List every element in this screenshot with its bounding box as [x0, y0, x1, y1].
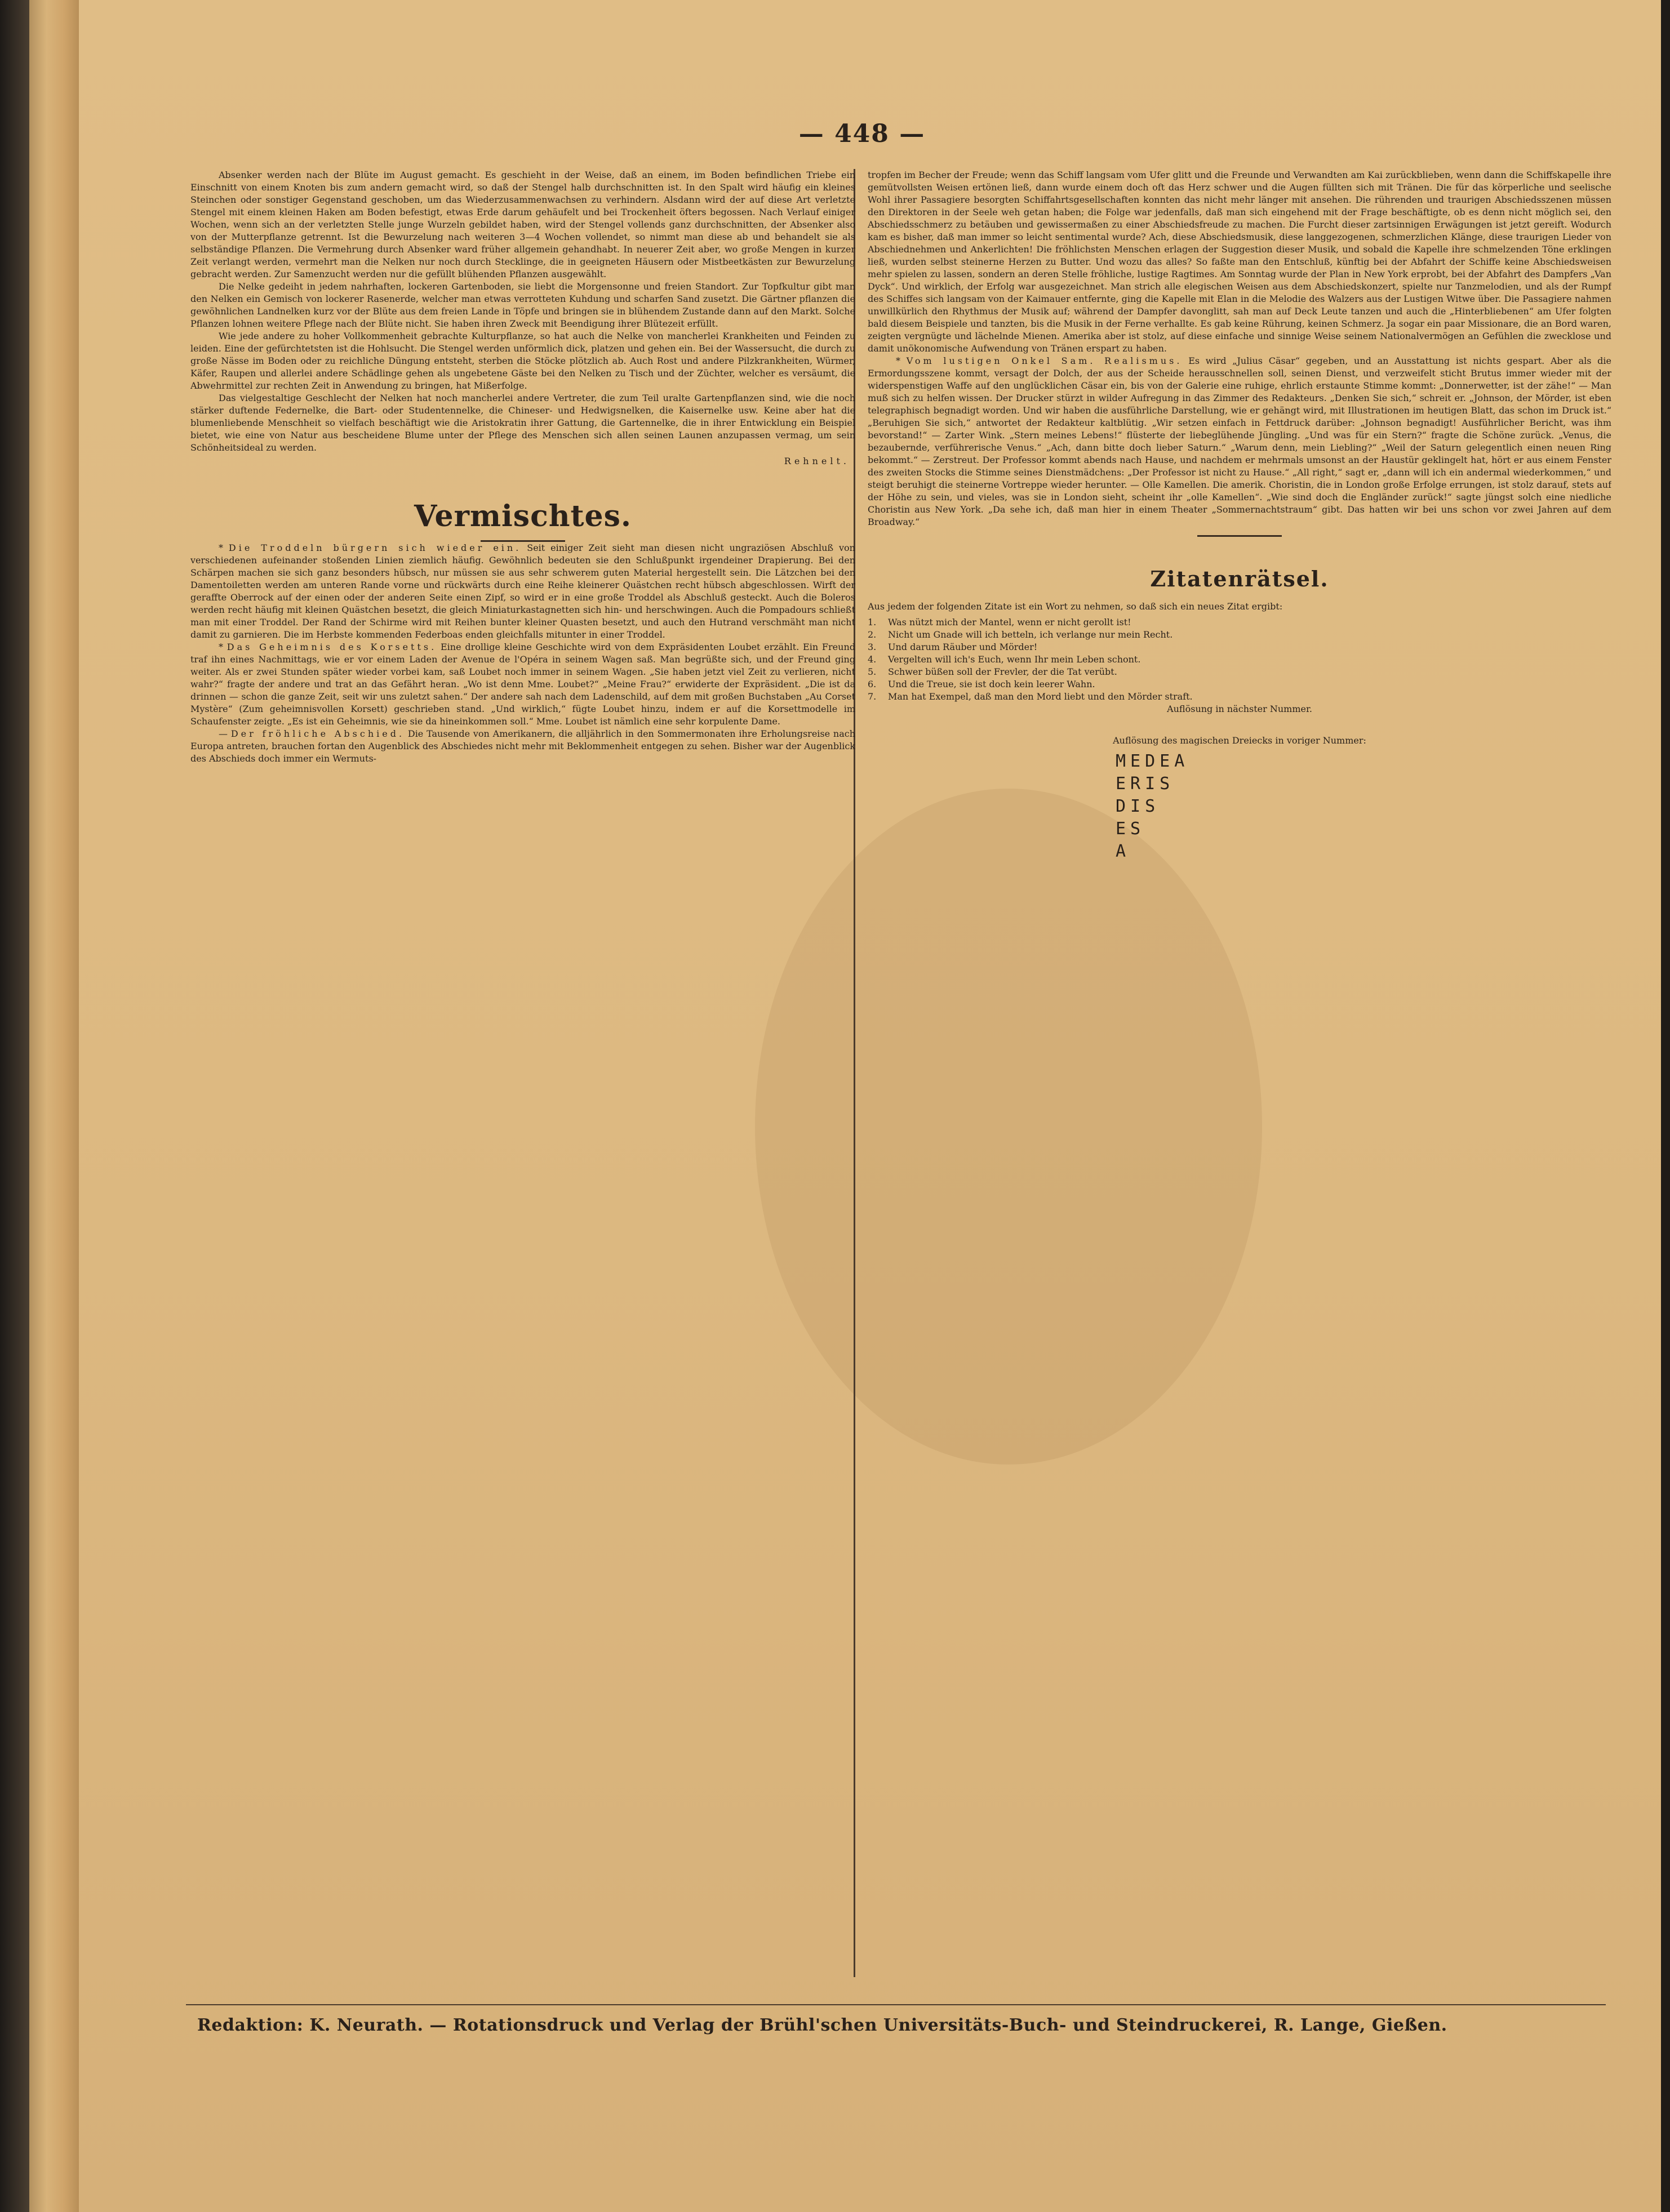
- footer-rule: [186, 2004, 1606, 2005]
- riddle-intro: Aus jedem der folgenden Zitate ist ein Wort zu nehmen, so daß sich ein neues Zitat ergibt:: [868, 601, 1283, 612]
- riddle-item: [868, 666, 1611, 678]
- item-text: Seit einiger Zeit sieht man diesen nicht ungraziösen Abschluß von verschiedenen aufeinander stoßenden Linien ziemlich häufig. Gewöhnlich bedeuten sie den Schlußpunkt irgendeiner Drapierung. Bei den Schärpen machen sie sich ganz besonders hübsch, nur müssen sie aus sehr schwerem guten Material hergestellt sein. Die Lätzchen bei den Damentoiletten werden am unteren Rande vorne und rückwärts durch eine Reihe kleinerer Quästchen recht hübsch abgeschlossen. Wirft der geraffte Oberrock auf der einen oder der anderen Seite einen Zipf, so wird er in eine große Troddel als Abschluß gesteckt. Auch die Boleros werden recht häufig mit kleinen Quästchen besetzt, die gleich Miniaturkastagnetten sich hin- und herschwingen. Auch die Pompadours schließt man mit einer Troddel. Der Rand der Schirme wird mit Reihen bunter kleiner Quasten besetzt, und auch den Hutrand verschmäht man nicht damit zu garnieren. Die im Herbste kommenden Federboas enden gleichfalls mitunter in einer Troddel.: [190, 542, 855, 640]
- triangle-row: A: [1116, 842, 1131, 861]
- solution-title: Auflösung des magischen Dreiecks in voriger Nummer:: [1113, 735, 1366, 746]
- news-item: * Das Geheimnis des Korsetts. Eine drollige kleine Geschichte wird von dem Expräsidenten Loubet erzählt. Ein Freund traf ihn eines Nachmittags, wie er vor einem Laden der Avenue de l'Opéra in seinem Wagen saß. Man begrüßte sich, und der Freund ging weiter. Als er zwei Stunden später wieder vorbei kam, saß Loubet noch immer in seinem Wagen. „Sie haben jetzt viel Zeit zu verlieren, nicht wahr?“ fragte der andere und trat an das Gefährt heran. „Wo ist denn Mme. Loubet?“ „Meine Frau?“ erwiderte der Expräsident. „Die ist da drinnen — schon die ganze Zeit, seit wir uns zuletzt sahen.“ Der andere sah nach dem Ladenschild, auf dem mit großen Buchstaben „Au Corset Mystère“ (Zum geheimnisvollen Korsett) geschrieben stand. „Und wirklich,“ fügte Loubet hinzu, indem er auf die Korsettmodelle im Schaufenster zeigte. „Es ist ein Geheimnis, wie sie da hineinkommen soll.“ Mme. Loubet ist nämlich eine sehr korpulente Dame.: [190, 642, 856, 727]
- article-paragraph: Wie jede andere zu hoher Vollkommenheit gebrachte Kulturpflanze, so hat auch die Nelke von mancherlei Krankheiten und Feinden zu leiden. Eine der gefürchtetsten ist die Hohlsucht. Die Stengel werden unförmlich dick, platzen und gehen ein. Bei der Wassersucht, die durch zu große Nässe im Boden oder zu reichliche Düngung entsteht, sterben die Stöcke plötzlich ab. Auch Rost und andere Pilzkrankheiten, Würmer, Käfer, Raupen und allerlei andere Schädlinge gehen als ungebetene Gäste bei den Nelken zu Tisch und der Züchter, welcher es versäumt, die Abwehrmittel zur rechten Zeit in Anwendung zu bringen, hat Mißerfolge.: [190, 331, 855, 391]
- right-column-text: [868, 169, 1611, 2000]
- item-title: Das Geheimnis des Korsetts.: [226, 642, 437, 652]
- riddle-quote: Vergelten will ich's Euch, wenn Ihr mein Leben schont.: [888, 654, 1141, 665]
- item-text: Es wird „Julius Cäsar“ gegeben, und an Ausstattung ist nichts gespart. Aber als die Ermordungsszene kommt, versagt der Dolch, der aus der Scheide herausschnellen soll, seinen Dienst, und verzweifelt sticht Brutus immer wieder mit der widerspenstigen Waffe auf den unglücklichen Cäsar ein, bis von der Galerie eine ruhige, ehrlich erstaunte Stimme kommt: „Donnerwetter, ist der zähe!“ — Man muß sich zu helfen wissen. Der Drucker stürzt in wilder Aufregung in das Zimmer des Redakteurs. „Denken Sie sich,“ schreit er. „Johnson, der Mörder, ist eben telegraphisch begnadigt worden. Und wir haben die ausführliche Darstellung, wie er gehängt wird, mit Illustrationen im heutigen Blatt, das schon im Druck ist.“ „Beruhigen Sie sich,“ antwortet der Redakteur kaltblütig. „Wir setzen einfach in Fettdruck darüber: „Johnson begnadigt! Ausführlicher Bericht, was ihm bevorstand!“ — Zarter Wink. „Stern meines Lebens!“ flüsterte der liebeglühende Jüngling. „Und was für ein Stern?“ fragte die Schöne zurück. „Venus, die bezaubernde, verführerische Venus.“ „Ach, dann bitte doch lieber Saturn.“ „Warum denn, mein Liebling?“ „Weil der Saturn gelegentlich einen neuen Ring bekommt.“ — Zerstreut. Der Professor kommt abends nach Hause, und nachdem er mehrmals umsonst an der Haustür geklingelt hat, hört er aus einem Fenster des zweiten Stocks die Stimme seines Dienstmädchens: „Der Professor ist nicht zu Hause.“ „All right,“ sagt er, „dann will ich ein andermal wiederkommen,“ und steigt beruhigt die steinerne Vortreppe wieder herunter. — Olle Kamellen. Die amerik. Choristin, die in London große Erfolge errungen, ist stolz darauf, stets auf der Höhe zu sein, und vieles, was sie in London sieht, scheint ihr „olle Kamellen“. „Wie sind doch die Engländer zurück!“ sagte jüngst solch eine niedliche Choristin aus New York. „Da sehe ich, daß man hier in einem Theater „Sommernachtstraum“ gibt. Das hatten wir bei uns schon vor zwei Jahren auf dem Broadway.“: [868, 355, 1611, 527]
- triangle-row: ERIS: [1116, 774, 1175, 794]
- news-item: * Vom lustigen Onkel Sam. Realismus. Es wird „Julius Cäsar“ gegeben, und an Ausstattung ist nichts gespart. Aber als die Ermordungsszene kommt, versagt der Dolch, der aus der Scheide herausschnellen soll, seinen Dienst, und verzweifelt sticht Brutus immer wieder mit der widerspenstigen Waffe auf den unglücklichen Cäsar ein, bis von der Galerie eine ruhige, ehrlich erstaunte Stimme kommt: „Donnerwetter, ist der zähe!“ — Man muß sich zu helfen wissen. Der Drucker stürzt in wilder Aufregung in das Zimmer des Redakteurs. „Denken Sie sich,“ schreit er. „Johnson, der Mörder, ist eben telegraphisch begnadigt worden. Und wir haben die ausführliche Darstellung, wie er gehängt wird, mit Illustrationen im heutigen Blatt, das schon im Druck ist.“ „Beruhigen Sie sich,“ antwortet der Redakteur kaltblütig. „Wir setzen einfach in Fettdruck darüber: „Johnson begnadigt! Ausführlicher Bericht, was ihm bevorstand!“ — Zarter Wink. „Stern meines Lebens!“ flüsterte der liebeglühende Jüngling. „Und was für ein Stern?“ fragte die Schöne zurück. „Venus, die bezaubernde, verführerische Venus.“ „Ach, dann bitte doch lieber Saturn.“ „Warum denn, mein Liebling?“ „Weil der Saturn gelegentlich einen neuen Ring bekommt.“ — Zerstreut. Der Professor kommt abends nach Hause, und nachdem er mehrmals umsonst an der Haustür geklingelt hat, hört er aus einem Fenster des zweiten Stocks die Stimme seines Dienstmädchens: „Der Professor ist nicht zu Hause.“ „All right,“ sagt er, „dann will ich ein andermal wiederkommen,“ und steigt beruhigt die steinerne Vortreppe wieder herunter. — Olle Kamellen. Die amerik. Choristin, die in London große Erfolge errungen, ist stolz darauf, stets auf der Höhe zu sein, und vieles, was sie in London sieht, scheint ihr „olle Kamellen“. „Wie sind doch die Engländer zurück!“ sagte jüngst solch eine niedliche Choristin aus New York. „Da sehe ich, daß man hier in einem Theater „Sommernachtstraum“ gibt. Das hatten wir bei uns schon vor zwei Jahren auf dem Broadway.“: [868, 355, 1611, 527]
- right-column: [868, 169, 1611, 2000]
- magic-triangle: [1116, 750, 1611, 863]
- news-item: [190, 728, 855, 765]
- riddle-item: [868, 691, 1611, 703]
- riddle-note: Auflösung in nächster Nummer.: [1167, 704, 1312, 714]
- triangle-row: DIS: [1116, 796, 1160, 816]
- item-dash: —: [219, 728, 228, 739]
- riddle-item: [868, 616, 1611, 629]
- article-paragraph: Die Nelke gedeiht in jedem nahrhaften, lockeren Gartenboden, sie liebt die Morgensonne und freien Standort. Zur Topfkultur gibt man den Nelken ein Gemisch von lockerer Rasenerde, welcher man etwas verrotteten Kuhdung und scharfen Sand zusetzt. Die Gärtner pflanzen die gewöhnlichen Landnelken kurz vor der Blüte aus dem freien Lande in Töpfe und bringen sie in blühendem Zustande dann auf den Markt. Solche Pflanzen lohnen weitere Pflege nach der Blüte nicht. Sie haben ihren Zweck mit Beendigung ihrer Blütezeit erfüllt.: [190, 281, 855, 329]
- riddle-quote: Nicht um Gnade will ich betteln, ich verlange nur mein Recht.: [888, 629, 1173, 640]
- riddle-number: 3.: [868, 642, 877, 652]
- item-title: Der fröhliche Abschied.: [230, 728, 405, 739]
- article-paragraph: Absenker werden nach der Blüte im August gemacht. Es geschieht in der Weise, daß an einem, im Boden befindlichen Triebe ein Einschnitt von einem Knoten bis zum andern gemacht wird, so daß der Stengel halb durchschnitten ist. In den Spalt wird häufig ein kleines Steinchen oder sonstiger Gegenstand geschoben, um das Wiederzusammenwachsen zu verhindern. Alsdann wird der auf diese Art verletzte Stengel mit einem kleinen Haken am Boden befestigt, etwas Erde darum gehäufelt und bei Trockenheit öfters begossen. Nach Verlauf einiger Wochen, wenn sich an der verletzten Stelle junge Wurzeln gebildet haben, wird der Stengel vollends ganz durchschnitten, der Absenker also von der Mutterpflanze getrennt. Ist die Bewurzelung nach weiteren 3—4 Wochen vollendet, so nimmt man diese ab und behandelt sie als selbständige Pflanzen. Die Vermehrung durch Absenker ward früher allgemein gehandhabt. In neuerer Zeit aber, wo große Mengen in kurzer Zeit verlangt werden, vermehrt man die Nelken nur noch durch Stecklinge, die in geeigneten Häusern oder Mistbeetkästen zur Bewurzelung gebracht werden. Zur Samenzucht werden nur die gefüllt blühenden Pflanzen ausgewählt.: [190, 170, 855, 279]
- riddle-rule: [1197, 535, 1282, 537]
- riddle-heading: Zitatenrätsel.: [1150, 566, 1329, 591]
- article-paragraph: tropfen im Becher der Freude; wenn das Schiff langsam vom Ufer glitt und die Freunde und Verwandten am Kai zurückblieben, wenn dann die Schiffskapelle ihre gemütvollsten Weisen ertönen ließ, dann wurde einem doch oft das Herz schwer und die Augen füllten sich mit Tränen. Die für das körperliche und seelische Wohl ihrer Passagiere besorgten Schiffahrtsgesellschaften konnten das nicht mehr länger mit ansehen. Die rührenden und traurigen Abschiedsszenen müssen den Direktoren in der Seele weh getan haben; die Folge war jedenfalls, daß man sich eingehend mit der Frage beschäftigte, ob es denn nicht möglich sei, den Abschiedsschmerz zu betäuben und gewissermaßen zu einer Abschiedsfreude zu machen. Die Furcht dieser zartsinnigen Erwägungen ist jetzt gereift. Wodurch kam es bisher, daß man immer so leicht sentimental wurde? Ach, diese Abschiedsmusik, diese langgezogenen, schmerzlichen Klänge, diese traurigen Lieder von Abschiednehmen und Ankerlichten! Die fröhlichsten Menschen erlagen der Suggestion dieser Musik, und sobald die Kapelle ihre schmelzenden Töne erklingen ließ, wurden selbst steinerne Herzen zu Butter. Und wozu das alles? So faßte man den Entschluß, künftig bei der Abfahrt der Schiffe keine Abschiedsweisen mehr spielen zu lassen, sondern an deren Stelle fröhliche, lustige Ragtimes. Am Sonntag wurde der Plan in New York erprobt, bei der Abfahrt des Dampfers „Van Dyck“. Und wirklich, der Erfolg war ausgezeichnet. Man strich alle elegischen Weisen aus dem Abschiedskonzert, spielte nur Tanzmelodien, und als der Rumpf des Schiffes sich langsam von der Kaimauer entfernte, ging die Kapelle mit Elan in die Melodie des Walzers aus der Lustigen Witwe über. Die Passagiere nahmen unwillkürlich den Rhythmus der Musik auf; während der Dampfer davonglitt, sah man auf Deck Leute tanzen und auch die „Hinterbliebenen“ am Ufer folgten bald diesem Beispiele und tanzten, bis die Musik in der Ferne verhallte. Es gab keine Rührung, keinen Schmerz. Ja sogar ein paar Missionare, die an Bord waren, zeigten vergnügte und lächelnde Mienen. Amerika aber ist stolz, auf diese einfache und sinnige Weise seinem Nationalvermögen an Gefühlen die zwecklose und damit unökonomische Aufwendung von Tränen erspart zu haben.: [868, 170, 1611, 354]
- riddle-quote: Was nützt mich der Mantel, wenn er nicht gerollt ist!: [888, 617, 1131, 627]
- section-heading: Vermischtes.: [414, 499, 632, 533]
- riddle-number: 2.: [868, 629, 877, 640]
- riddle-number: 5.: [868, 666, 877, 677]
- triangle-row: MEDEA: [1116, 751, 1189, 771]
- author-signature: Rehnelt.: [784, 456, 850, 466]
- article-paragraph: Das vielgestaltige Geschlecht der Nelken hat noch mancherlei andere Vertreter, die zum Teil uralte Gartenpflanzen sind, wie die noch stärker duftende Federnelke, die Bart- oder Studentennelke, die Chineser- und Hedwigsnelken, die Kaisernelke usw. Keine aber hat die blumenliebende Menschheit so vielfach beschäftigt wie die Aristokratin ihrer Gattung, die Gartennelke, die in ihrer Entwicklung ein Beispiel bietet, wie eine von Natur aus bescheidene Blume unter der Pflege des Menschen sich allen seinen Launen anzupassen vermag, um sein Schönheitsideal zu werden.: [190, 393, 855, 453]
- left-column: [190, 169, 900, 2000]
- page-binding: [29, 0, 79, 2212]
- riddle-item: [868, 678, 1611, 691]
- riddle-quote: Man hat Exempel, daß man den Mord liebt und den Mörder straft.: [888, 691, 1193, 702]
- riddle-number: 1.: [868, 617, 877, 627]
- item-title: Die Troddeln bürgern sich wieder ein.: [228, 542, 522, 553]
- newspaper-page: [79, 0, 1661, 2212]
- riddle-number: 7.: [868, 691, 877, 702]
- riddle-number: 6.: [868, 679, 877, 689]
- item-title: Vom lustigen Onkel Sam. Realismus.: [906, 355, 1183, 366]
- riddle-item: [868, 641, 1611, 653]
- riddle-number: 4.: [868, 654, 877, 665]
- riddle-quote: Schwer büßen soll der Frevler, der die Tat verübt.: [888, 666, 1117, 677]
- riddle-item: [868, 629, 1611, 641]
- page-number: — 448 —: [798, 119, 926, 148]
- imprint-footer: Redaktion: K. Neurath. — Rotationsdruck und Verlag der Brühl'schen Universitäts-Buch- und Steindruckerei, R. Lange, Gießen.: [197, 2015, 1447, 2035]
- riddle-quote: Und die Treue, sie ist doch kein leerer Wahn.: [888, 679, 1095, 689]
- riddle-quote: Und darum Räuber und Mörder!: [888, 642, 1038, 652]
- item-text: Eine drollige kleine Geschichte wird von dem Expräsidenten Loubet erzählt. Ein Freund traf ihn eines Nachmittags, wie er vor einem Laden der Avenue de l'Opéra in seinem Wagen saß. Man begrüßte sich, und der Freund ging weiter. Als er zwei Stunden später wieder vorbei kam, saß Loubet noch immer in seinem Wagen. „Sie haben jetzt viel Zeit zu verlieren, nicht wahr?“ fragte der andere und trat an das Gefährt heran. „Wo ist denn Mme. Loubet?“ „Meine Frau?“ erwiderte der Expräsident. „Die ist da drinnen — schon die ganze Zeit, seit wir uns zuletzt sahen.“ Der andere sah nach dem Ladenschild, auf dem mit großen Buchstaben „Au Corset Mystère“ (Zum geheimnisvollen Korsett) geschrieben stand. „Und wirklich,“ fügte Loubet hinzu, indem er auf die Korsettmodelle im Schaufenster zeigte. „Es ist ein Geheimnis, wie sie da hineinkommen soll.“ Mme. Loubet ist nämlich eine sehr korpulente Dame.: [190, 642, 856, 727]
- scan-edge-left: [0, 0, 29, 2212]
- scan-edge-right: [1661, 0, 1670, 2212]
- item-text: Die Tausende von Amerikanern, die alljährlich in den Sommermonaten ihre Erholungsreise nach Europa antreten, brauchen fortan den Augenblick des Abschiedes nicht mehr mit Beklommenheit entgegen zu sehen. Bisher war der Augenblick des Abschieds doch immer ein Wermuts-: [190, 728, 856, 764]
- left-column-text: [190, 169, 855, 2000]
- riddle-list: [868, 616, 1611, 703]
- riddle-item: [868, 653, 1611, 666]
- news-item: * Die Troddeln bürgern sich wieder ein. Seit einiger Zeit sieht man diesen nicht ungraziösen Abschluß von verschiedenen aufeinander stoßenden Linien ziemlich häufig. Gewöhnlich bedeuten sie den Schlußpunkt irgendeiner Drapierung. Bei den Schärpen machen sie sich ganz besonders hübsch, nur müssen sie aus sehr schwerem guten Material hergestellt sein. Die Lätzchen bei den Damentoiletten werden am unteren Rande vorne und rückwärts durch eine Reihe kleinerer Quästchen recht hübsch abgeschlossen. Wirft der geraffte Oberrock auf der einen oder der anderen Seite einen Zipf, so wird er in eine große Troddel als Abschluß gesteckt. Auch die Boleros werden recht häufig mit kleinen Quästchen besetzt, die gleich Miniaturkastagnetten sich hin- und herschwingen. Auch die Pompadours schließt man mit einer Troddel. Der Rand der Schirme wird mit Reihen bunter kleiner Quasten besetzt, und auch den Hutrand verschmäht man nicht damit zu garnieren. Die im Herbste kommenden Federboas enden gleichfalls mitunter in einer Troddel.: [190, 542, 855, 640]
- triangle-row: ES: [1116, 819, 1145, 839]
